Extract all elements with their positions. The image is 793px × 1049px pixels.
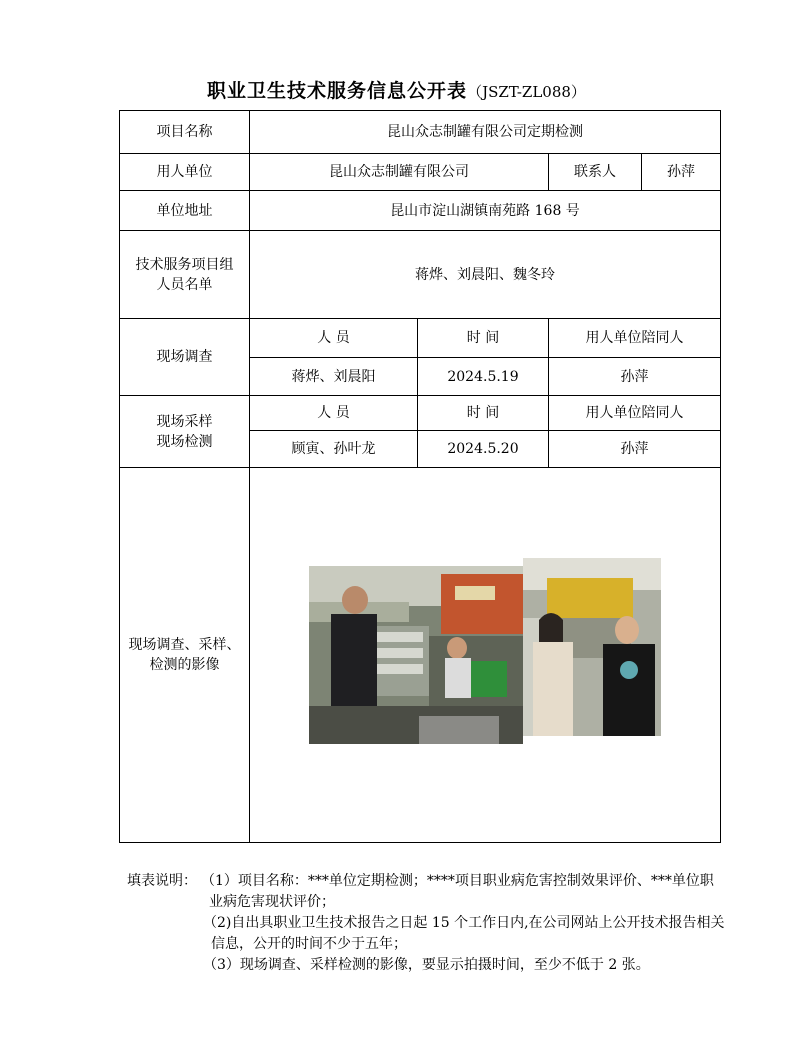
survey-col-people: 人 员: [250, 319, 418, 358]
employer-value: 昆山众志制罐有限公司: [250, 154, 549, 191]
sampling-col-people: 人 员: [250, 396, 418, 431]
survey-col-escort: 用人单位陪同人: [549, 319, 721, 358]
project-label: 项目名称: [120, 111, 250, 154]
images-label-line-2: 检测的影像: [149, 657, 220, 673]
page-title: [0, 76, 793, 103]
address-label: 单位地址: [120, 191, 250, 231]
sampling-label-line-1: 现场采样: [156, 413, 213, 430]
sampling-col-time: 时 间: [418, 396, 549, 431]
factory-floor-photo: [309, 566, 523, 744]
project-value: 昆山众志制罐有限公司定期检测: [250, 111, 721, 154]
note-2-line-1: （2)自出具职业卫生技术报告之日起 15 个工作日内,在公司网站上公开技术报告相关: [203, 915, 725, 931]
sampling-time: 2024.5.20: [418, 431, 549, 468]
notes-label: 填表说明：: [127, 873, 197, 889]
images-cell: [250, 468, 721, 843]
images-label: [120, 468, 250, 843]
team-label-line-1: 技术服务项目组: [135, 256, 234, 273]
site-photos: [309, 566, 661, 744]
form-code: （JSZT-ZL088）: [467, 83, 586, 101]
filling-notes: [127, 871, 727, 976]
note-2-line-2: 信息，公开的时间不少于五年；: [211, 936, 407, 952]
survey-escort: 孙萍: [549, 358, 721, 396]
contact-label: 联系人: [549, 154, 642, 191]
survey-people: 蒋烨、刘晨阳: [250, 358, 418, 396]
contact-value: 孙萍: [642, 154, 721, 191]
team-label-line-2: 人员名单: [156, 276, 213, 293]
team-value: 蒋烨、刘晨阳、魏冬玲: [250, 231, 721, 319]
note-1-line-1: （1）项目名称：***单位定期检测；****项目职业病危害控制效果评价、***单位职: [201, 873, 714, 889]
sampling-label-line-2: 现场检测: [156, 433, 213, 450]
sampling-col-escort: 用人单位陪同人: [549, 396, 721, 431]
images-label-line-1: 现场调查、采样、: [128, 637, 241, 653]
note-1-line-2: 业病危害现状评价；: [209, 894, 335, 910]
escort-staff-photo: [523, 558, 661, 736]
info-table: [119, 110, 721, 843]
survey-label: 现场调查: [120, 319, 250, 396]
team-label: [120, 231, 250, 319]
survey-col-time: 时 间: [418, 319, 549, 358]
sampling-label: [120, 396, 250, 468]
title-text: 职业卫生技术服务信息公开表: [207, 80, 468, 102]
survey-time: 2024.5.19: [418, 358, 549, 396]
note-3: （3）现场调查、采样检测的影像，要显示拍摄时间，至少不低于 2 张。: [203, 957, 650, 973]
sampling-people: 顾寅、孙叶龙: [250, 431, 418, 468]
employer-label: 用人单位: [120, 154, 250, 191]
sampling-escort: 孙萍: [549, 431, 721, 468]
note-1: [127, 871, 727, 892]
address-value: 昆山市淀山湖镇南苑路 168 号: [250, 191, 721, 231]
